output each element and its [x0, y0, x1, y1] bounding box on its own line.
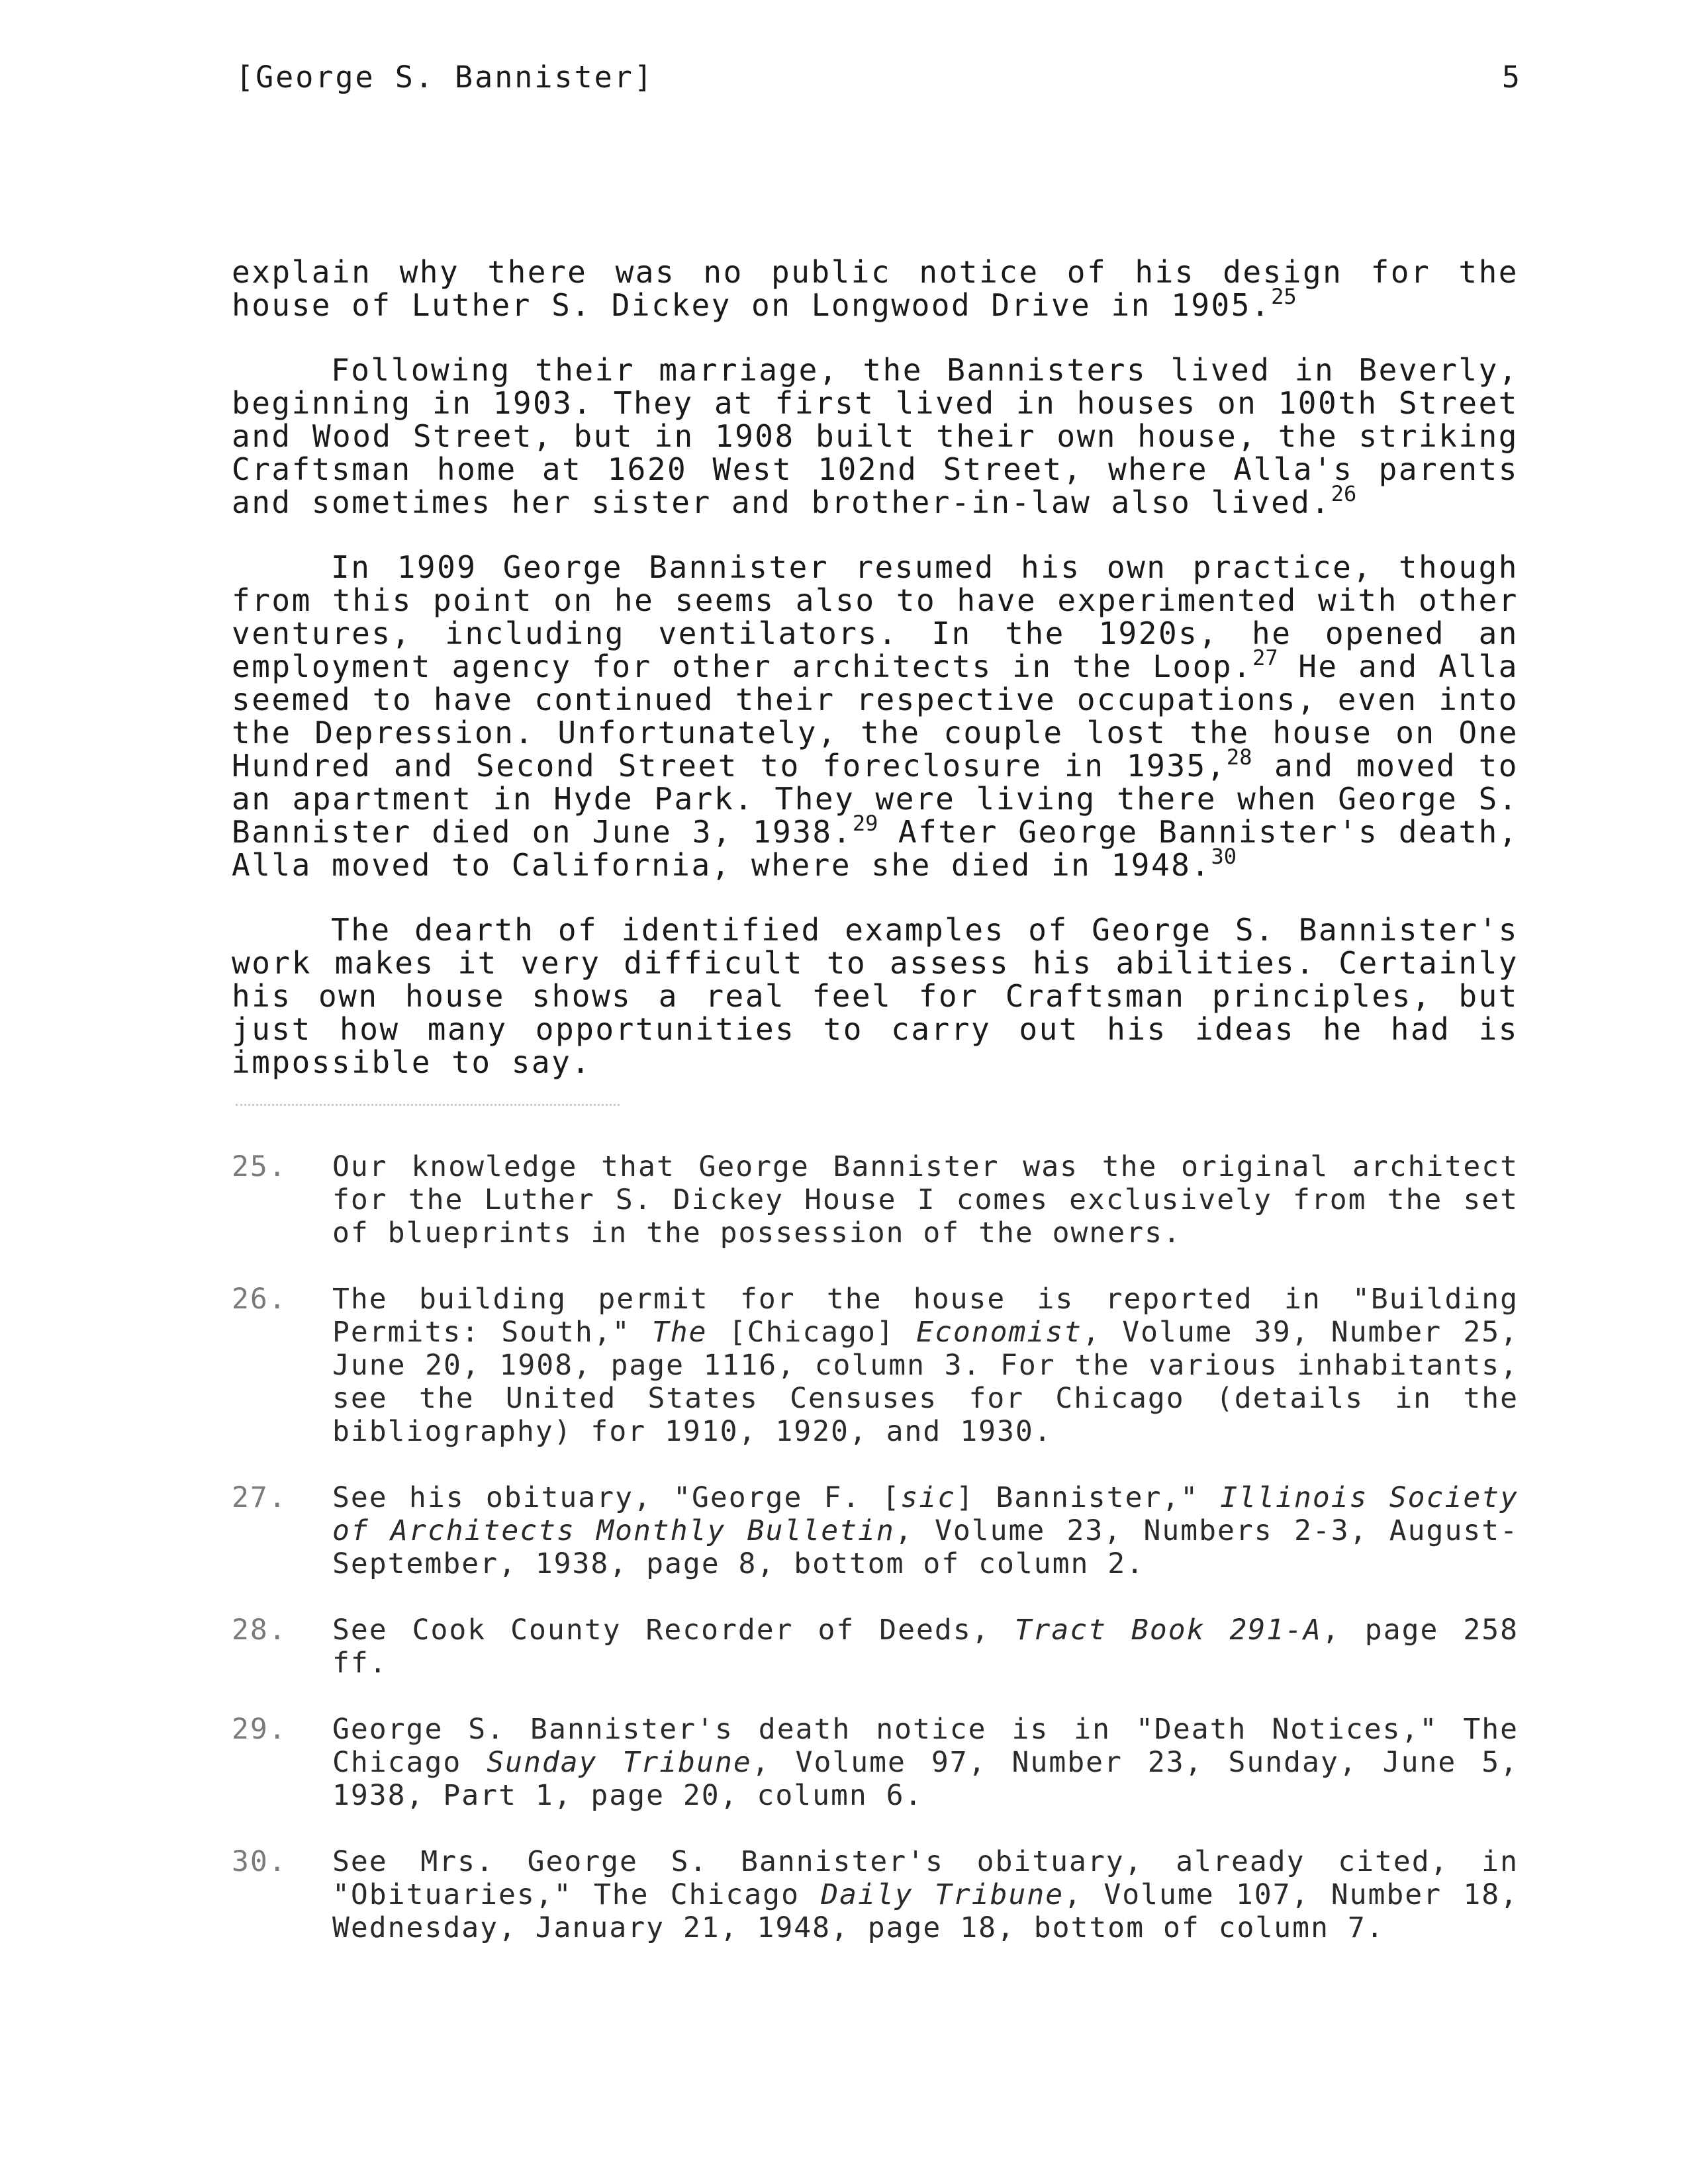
footnote-28-text-b: , page 258 ff. — [332, 1614, 1519, 1680]
body-text — [232, 255, 1519, 1111]
footnote-ref-28: 28 — [1226, 745, 1252, 770]
paragraph-3-text-d: After George Bannister's death, Alla moved to California, where she died in 1948. — [232, 814, 1519, 883]
footnote-27-text-c: , Volume 23, Numbers 2-3, August-September, 1938, page 8, bottom of column 2. — [332, 1514, 1519, 1580]
footnote-text — [332, 1713, 1519, 1812]
page-number: 5 — [1501, 60, 1520, 95]
footnote-27-text-b: ] Bannister," — [956, 1481, 1221, 1514]
footnote-29-text-b: , Volume 97, Number 23, Sunday, June 5, 1938, Part 1, page 20, column 6. — [332, 1746, 1519, 1812]
footnote-30-text-a: See Mrs. George S. Bannister's obituary, already cited, in "Obituaries," The Chicago — [332, 1845, 1519, 1911]
footnote-26-italic-1: The — [651, 1316, 708, 1349]
paragraph-4-text: The dearth of identified examples of George S. Bannister's work makes it very difficult to assess his abilities. Certainly his own house shows a real feel for Craftsman principles, but just how many opportunities to carry out his ideas he had is impossible to say. — [232, 912, 1519, 1080]
running-header-title: [George S. Bannister] — [236, 60, 654, 95]
footnote-29-text-a: George S. Bannister's death notice is in "Death Notices," The Chicago — [332, 1713, 1519, 1779]
footnote-29-italic-1: Sunday Tribune — [487, 1746, 752, 1779]
paragraph-3-text-c: and moved to an apartment in Hyde Park. They were living there when George S. Bannister died on June 3, 1938. — [232, 748, 1519, 850]
paragraph-1-text: explain why there was no public notice of his design for the house of Luther S. Dickey on Longwood Drive in 1905. — [232, 254, 1519, 323]
footnote-30 — [232, 1845, 1519, 1944]
footnote-text — [332, 1150, 1519, 1250]
footnote-text — [332, 1481, 1519, 1580]
paragraph-1 — [232, 255, 1519, 322]
footnote-27 — [232, 1481, 1519, 1580]
footnote-number: 28. — [232, 1614, 287, 1647]
paragraph-4 — [232, 913, 1519, 1079]
paragraph-3-text-a: In 1909 George Bannister resumed his own practice, though from this point on he seems also to have experimented with other ventures, including ventilators. In the 1920s, he opened an employment agency for other architects in the Loop. — [232, 549, 1519, 684]
footnote-26-text-c: , Volume 39, Number 25, June 20, 1908, page 1116, column 3. For the various inhabitants, see the United States Censuses for Chicago (details in the bibliography) for 1910, 1920, and 1930. — [332, 1316, 1519, 1448]
footnote-text — [332, 1845, 1519, 1944]
footnote-25-text: Our knowledge that George Bannister was the original architect for the Luther S. Dickey House I comes exclusively from the set of blueprints in the possession of the owners. — [332, 1150, 1519, 1250]
footnote-28-text-a: See Cook County Recorder of Deeds, — [332, 1614, 1015, 1647]
paragraph-2 — [232, 353, 1519, 519]
footnotes — [232, 1150, 1519, 1978]
footnote-number: 29. — [232, 1713, 287, 1746]
footnote-29 — [232, 1713, 1519, 1812]
footnote-number: 25. — [232, 1150, 287, 1183]
paragraph-3 — [232, 551, 1519, 882]
footnote-ref-27: 27 — [1252, 645, 1278, 670]
footnote-ref-29: 29 — [852, 811, 878, 836]
footnote-28-italic-1: Tract Book 291-A — [1014, 1614, 1322, 1647]
footnote-number: 26. — [232, 1283, 287, 1316]
footnote-26 — [232, 1283, 1519, 1448]
footnote-ref-26: 26 — [1331, 481, 1357, 506]
paragraph-2-text: Following their marriage, the Bannisters lived in Beverly, beginning in 1903. They at first lived in houses on 100th Street and Wood Street, but in 1908 built their own house, the striking Craftsman home at 1620 West 102nd Street, where Alla's parents and sometimes her sister and brother-in-law also lived. — [232, 352, 1519, 520]
footnote-number: 27. — [232, 1481, 287, 1514]
footnote-text — [332, 1283, 1519, 1448]
footnote-ref-30: 30 — [1211, 844, 1237, 869]
footnote-27-italic-2: Illinois Society of Architects Monthly Bulletin — [332, 1481, 1519, 1547]
footnote-27-italic-1: sic — [900, 1481, 957, 1514]
footnote-ref-25: 25 — [1271, 284, 1297, 309]
footnote-26-italic-2: Economist — [916, 1316, 1083, 1349]
footnote-25 — [232, 1150, 1519, 1250]
footnote-26-text-b: [Chicago] — [707, 1316, 917, 1349]
footnote-text — [332, 1614, 1519, 1680]
footnote-number: 30. — [232, 1845, 287, 1878]
footnote-26-text-a: The building permit for the house is reported in "Building Permits: South," — [332, 1283, 1519, 1349]
paragraph-3-text-b: He and Alla seemed to have continued their respective occupations, even into the Depression. Unfortunately, the couple lost the house on One Hundred and Second Street to foreclosure in 1935, — [232, 649, 1519, 784]
footnote-27-text-a: See his obituary, "George F. [ — [332, 1481, 901, 1514]
footnote-30-text-b: , Volume 107, Number 18, Wednesday, January 21, 1948, page 18, bottom of column 7. — [332, 1878, 1519, 1944]
footnote-30-italic-1: Daily Tribune — [821, 1878, 1064, 1911]
footnote-separator — [236, 1104, 620, 1106]
footnote-28 — [232, 1614, 1519, 1680]
